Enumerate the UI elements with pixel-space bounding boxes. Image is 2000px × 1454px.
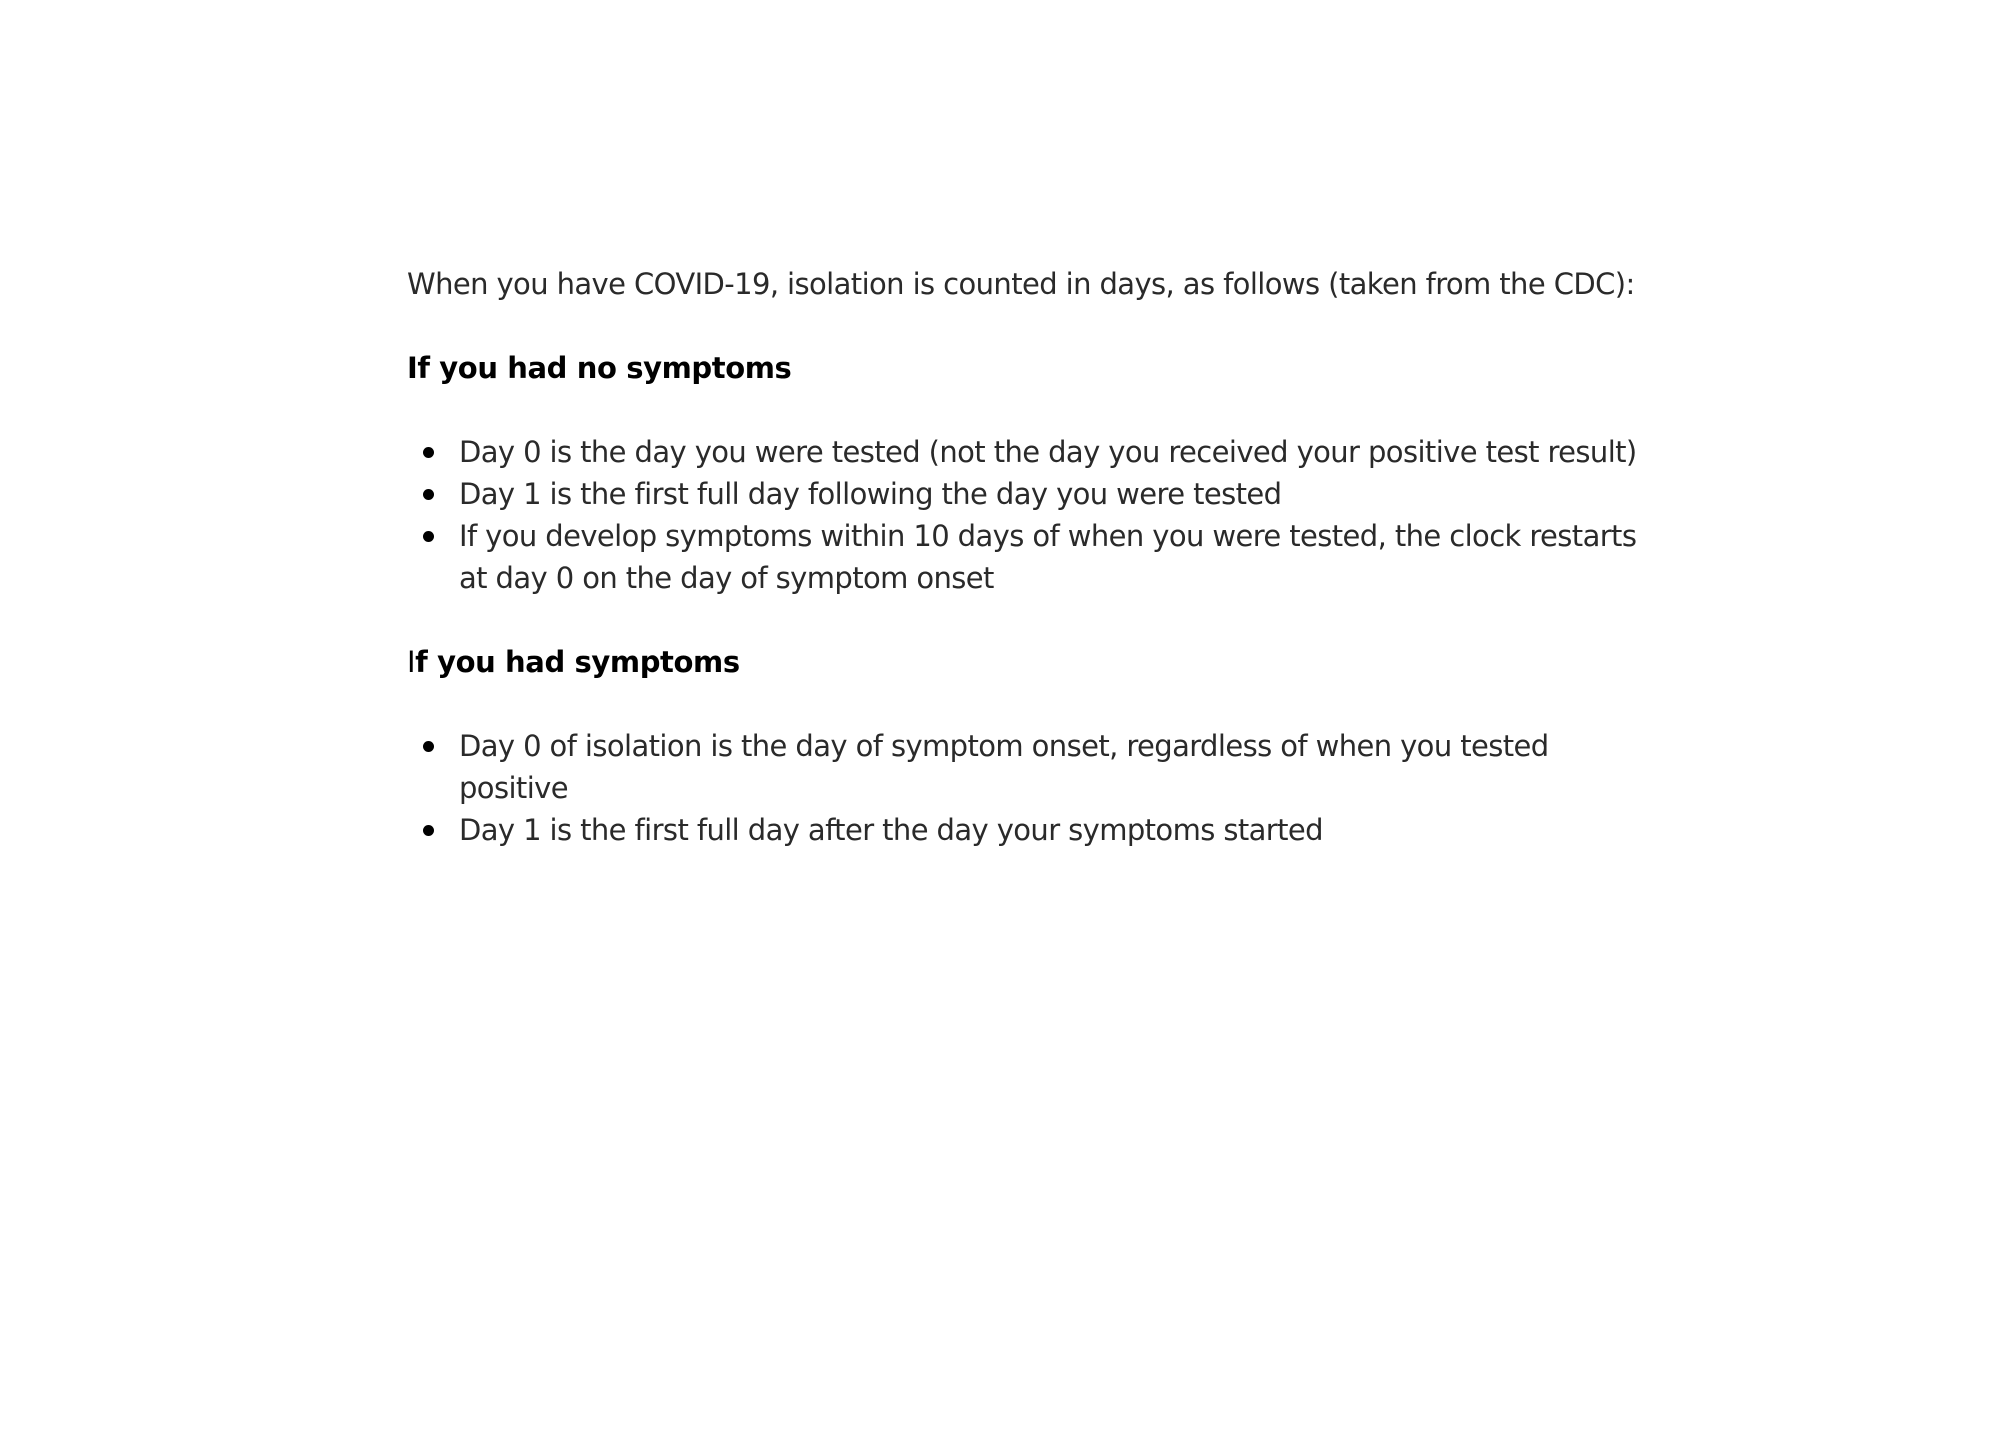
- bullet-icon: [423, 531, 434, 542]
- list-item: [459, 431, 1659, 473]
- list-item-text: Day 0 is the day you were tested (not the day you received your positive test result): [459, 435, 1637, 469]
- intro-paragraph: When you have COVID-19, isolation is counted in days, as follows (taken from the CDC):: [407, 267, 1635, 301]
- section-heading-symptoms: [407, 641, 1707, 683]
- section-heading-no-symptoms: [407, 347, 1707, 389]
- list-item: [459, 515, 1659, 599]
- list-item-text: Day 1 is the first full day following the day you were tested: [459, 477, 1282, 511]
- heading-lead-letter: I: [407, 351, 418, 385]
- bullet-list-no-symptoms: [407, 431, 1707, 599]
- bullet-icon: [423, 489, 434, 500]
- list-item-text: If you develop symptoms within 10 days of when you were tested, the clock restarts at day 0 on the day of symptom onset: [459, 519, 1637, 595]
- document-body: [407, 263, 1707, 893]
- bullet-icon: [423, 825, 434, 836]
- heading-text: f you had symptoms: [415, 645, 740, 679]
- bullet-icon: [423, 741, 434, 752]
- list-item-text: Day 0 of isolation is the day of symptom onset, regardless of when you tested positive: [459, 729, 1549, 805]
- heading-text: f you had no symptoms: [417, 351, 792, 385]
- list-item: [459, 473, 1659, 515]
- bullet-icon: [423, 447, 434, 458]
- list-item-text: Day 1 is the first full day after the day your symptoms started: [459, 813, 1323, 847]
- bullet-list-symptoms: [407, 725, 1707, 851]
- heading-lead-letter: I: [407, 645, 416, 679]
- list-item: [459, 725, 1599, 809]
- list-item: [459, 809, 1599, 851]
